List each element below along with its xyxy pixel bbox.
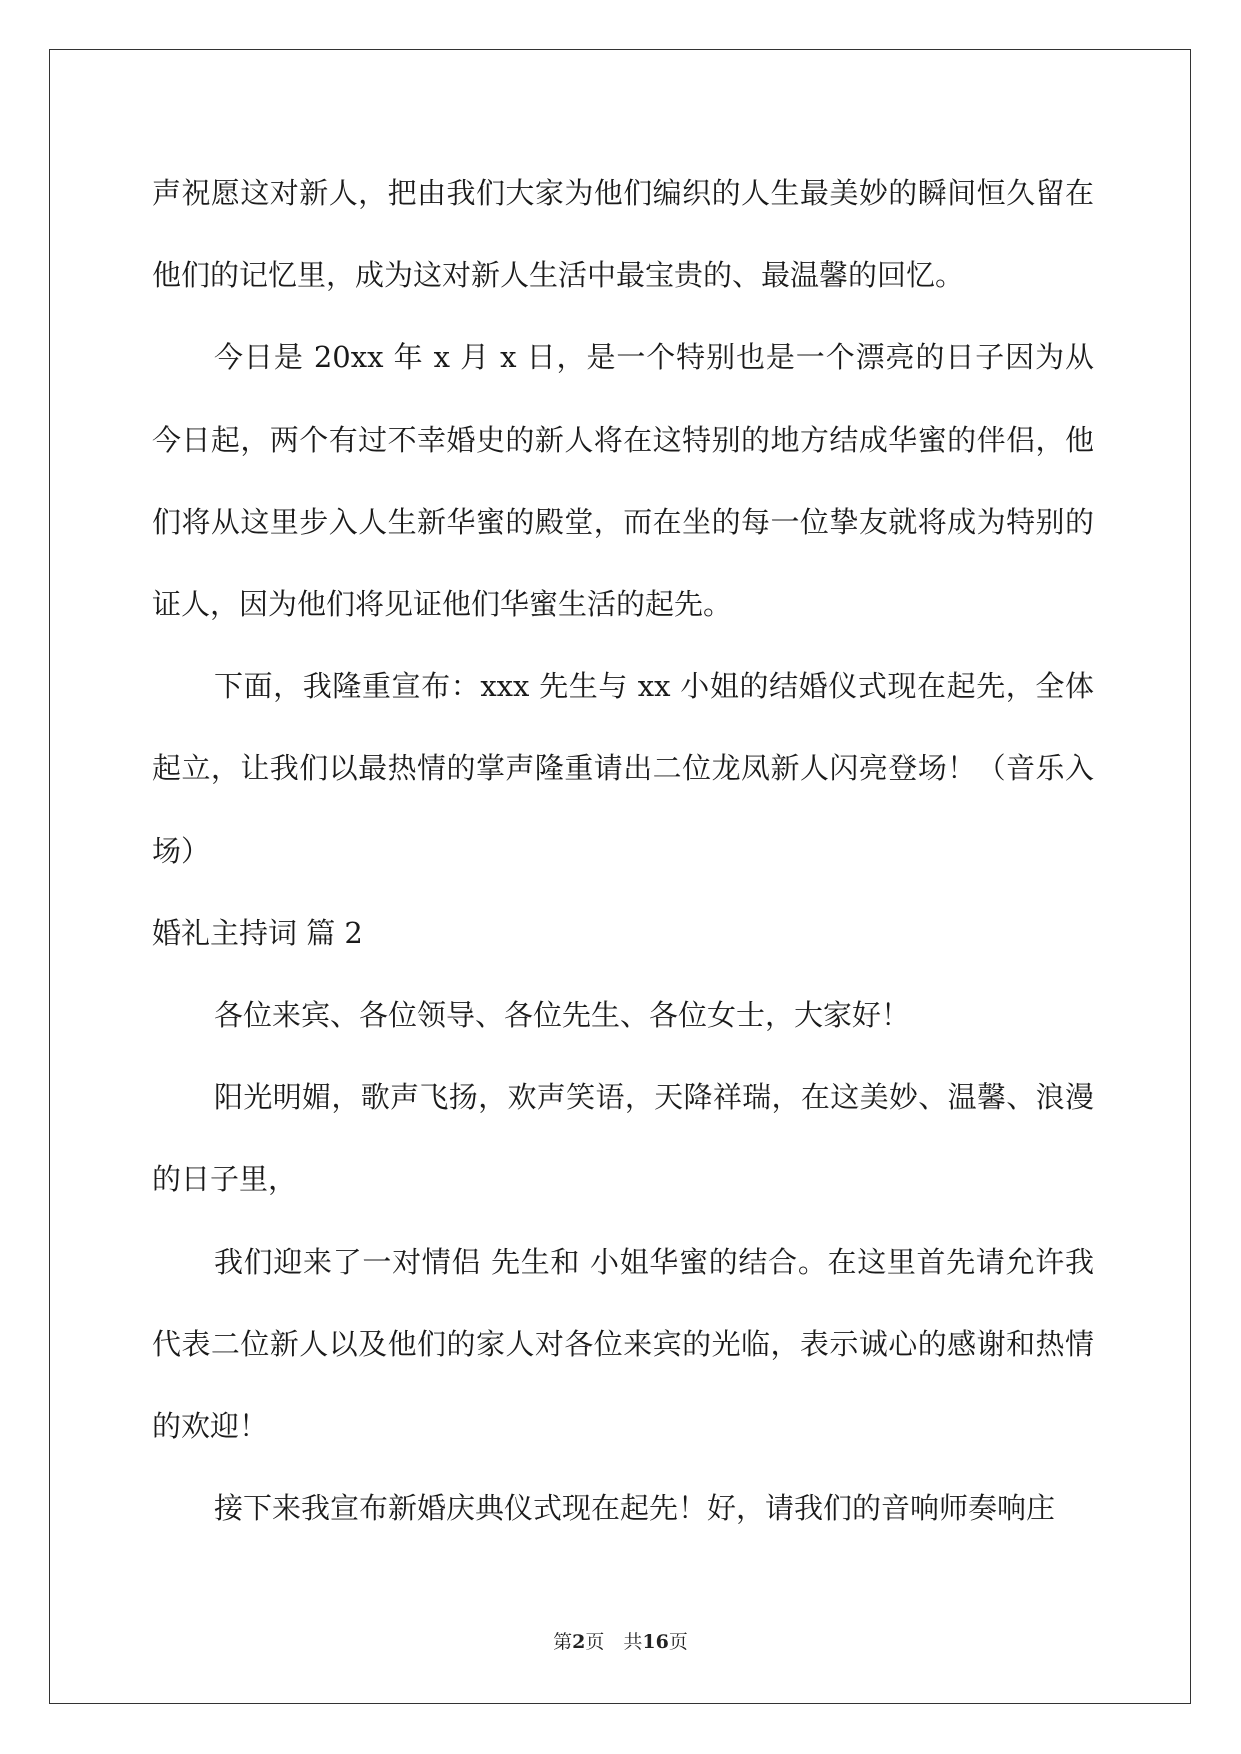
document-body [152, 152, 1094, 1549]
paragraph-2: 今日是 20xx 年 x 月 x 日，是一个特别也是一个漂亮的日子因为从今日起，两个有过不幸婚史的新人将在这特别的地方结成华蜜的伴侣，他们将从这里步入人生新华蜜的殿堂，而在坐的每一位挚友就将成为特别的证人，因为他们将见证他们华蜜生活的起先。 [152, 340, 1094, 622]
footer-prefix: 第 [553, 1631, 573, 1653]
footer-mid: 页 共 [585, 1631, 643, 1653]
paragraph-3: 下面，我隆重宣布：xxx 先生与 xx 小姐的结婚仪式现在起先，全体起立，让我们以最热情的掌声隆重请出二位龙凤新人闪亮登场！（音乐入场） [152, 669, 1094, 868]
section-heading: 婚礼主持词 篇 2 [152, 915, 363, 950]
paragraph-1: 声祝愿这对新人，把由我们大家为他们编织的人生最美妙的瞬间恒久留在他们的记忆里，成为这对新人生活中最宝贵的、最温馨的回忆。 [152, 176, 1094, 293]
paragraph-7: 接下来我宣布新婚庆典仪式现在起先！好，请我们的音响师奏响庄 [214, 1491, 1056, 1526]
paragraph-4: 各位来宾、各位领导、各位先生、各位女士，大家好！ [214, 998, 911, 1033]
footer-page-number: 2 [572, 1631, 586, 1653]
footer-total-pages: 16 [642, 1631, 669, 1653]
paragraph-5: 阳光明媚，歌声飞扬，欢声笑语，天降祥瑞，在这美妙、温馨、浪漫的日子里， [152, 1080, 1094, 1197]
page-footer [0, 1627, 1241, 1654]
footer-suffix: 页 [668, 1631, 688, 1653]
paragraph-6: 我们迎来了一对情侣 先生和 小姐华蜜的结合。在这里首先请允许我代表二位新人以及他们的家人对各位来宾的光临，表示诚心的感谢和热情的欢迎！ [152, 1244, 1094, 1444]
